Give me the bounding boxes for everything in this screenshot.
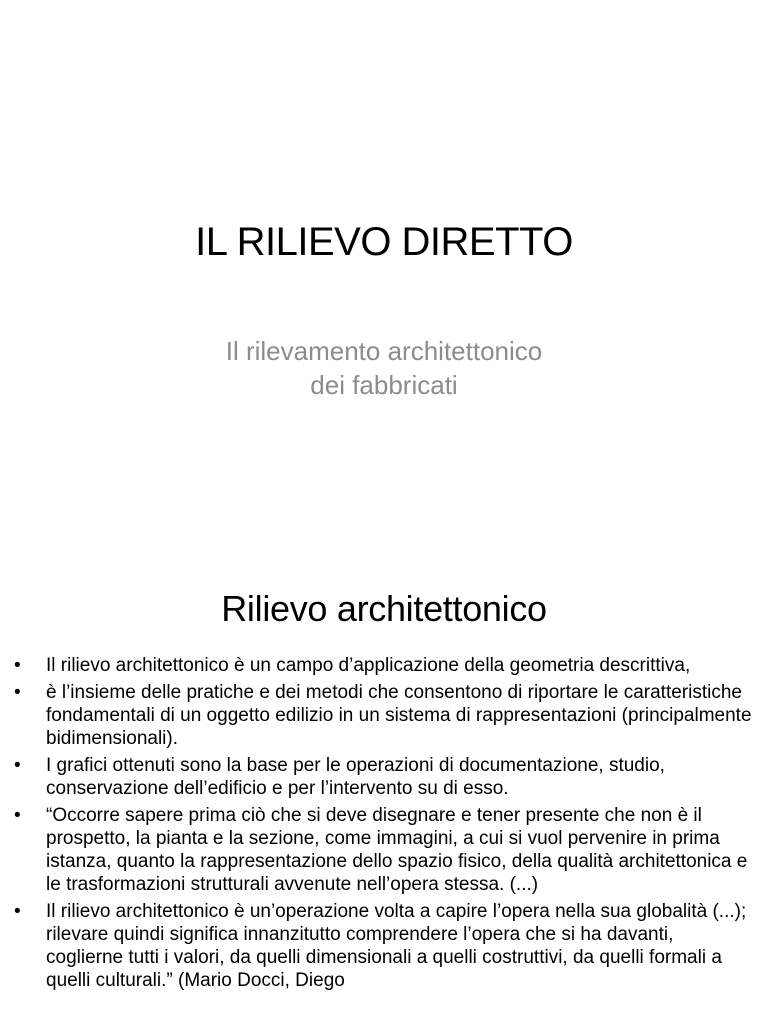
bullet-item (14, 754, 754, 800)
bullet-text: Il rilievo architettonico è un campo d’applicazione della geometria descrittiva, (46, 655, 691, 676)
presentation-subtitle (0, 334, 768, 402)
bullet-item (14, 900, 754, 992)
bullet-marker: • (14, 682, 21, 703)
subtitle-line-2: dei fabbricati (310, 370, 458, 400)
content-slide (0, 548, 768, 1024)
bullet-text: “Occorre sapere prima ciò che si deve disegnare e tener presente che non è il prospetto, la pianta e la sezione, come immagini, a cui si vuol pervenire in prima istanza, quanto la rappresentazione dello spazio fisico, della qualità architettonica e le trasformazioni strutturali avvenute nell’opera stessa. (...) (46, 805, 748, 895)
bullet-marker: • (14, 901, 21, 922)
bullet-marker: • (14, 655, 21, 676)
bullet-list (14, 654, 754, 996)
bullet-text: I grafici ottenuti sono la base per le operazioni di documentazione, studio, conservazione dell’edificio e per l’intervento su di esso. (46, 755, 665, 799)
presentation-title: IL RILIEVO DIRETTO (195, 220, 573, 264)
bullet-item (14, 804, 754, 896)
subtitle-line-1: Il rilevamento architettonico (225, 336, 543, 366)
bullet-text: è l’insieme delle pratiche e dei metodi che consentono di riportare le caratteristiche fondamentali di un oggetto edilizio in un sistema di rappresentazioni (principalmente bidimensionali). (46, 682, 752, 749)
slide-title: Rilievo architettonico (221, 588, 547, 629)
bullet-marker: • (14, 805, 21, 826)
bullet-text: Il rilievo architettonico è un’operazione volta a capire l’opera nella sua globalità (...); rilevare quindi significa innanzitutto comprendere l’opera che si ha davanti, coglierne tutti i valori, da quelli dimensionali a quelli costruttivi, da quelli formali a quelli culturali.” (Mario Docci, Diego (46, 901, 747, 991)
bullet-item (14, 681, 754, 750)
bullet-item (14, 654, 754, 677)
bullet-marker: • (14, 755, 21, 776)
